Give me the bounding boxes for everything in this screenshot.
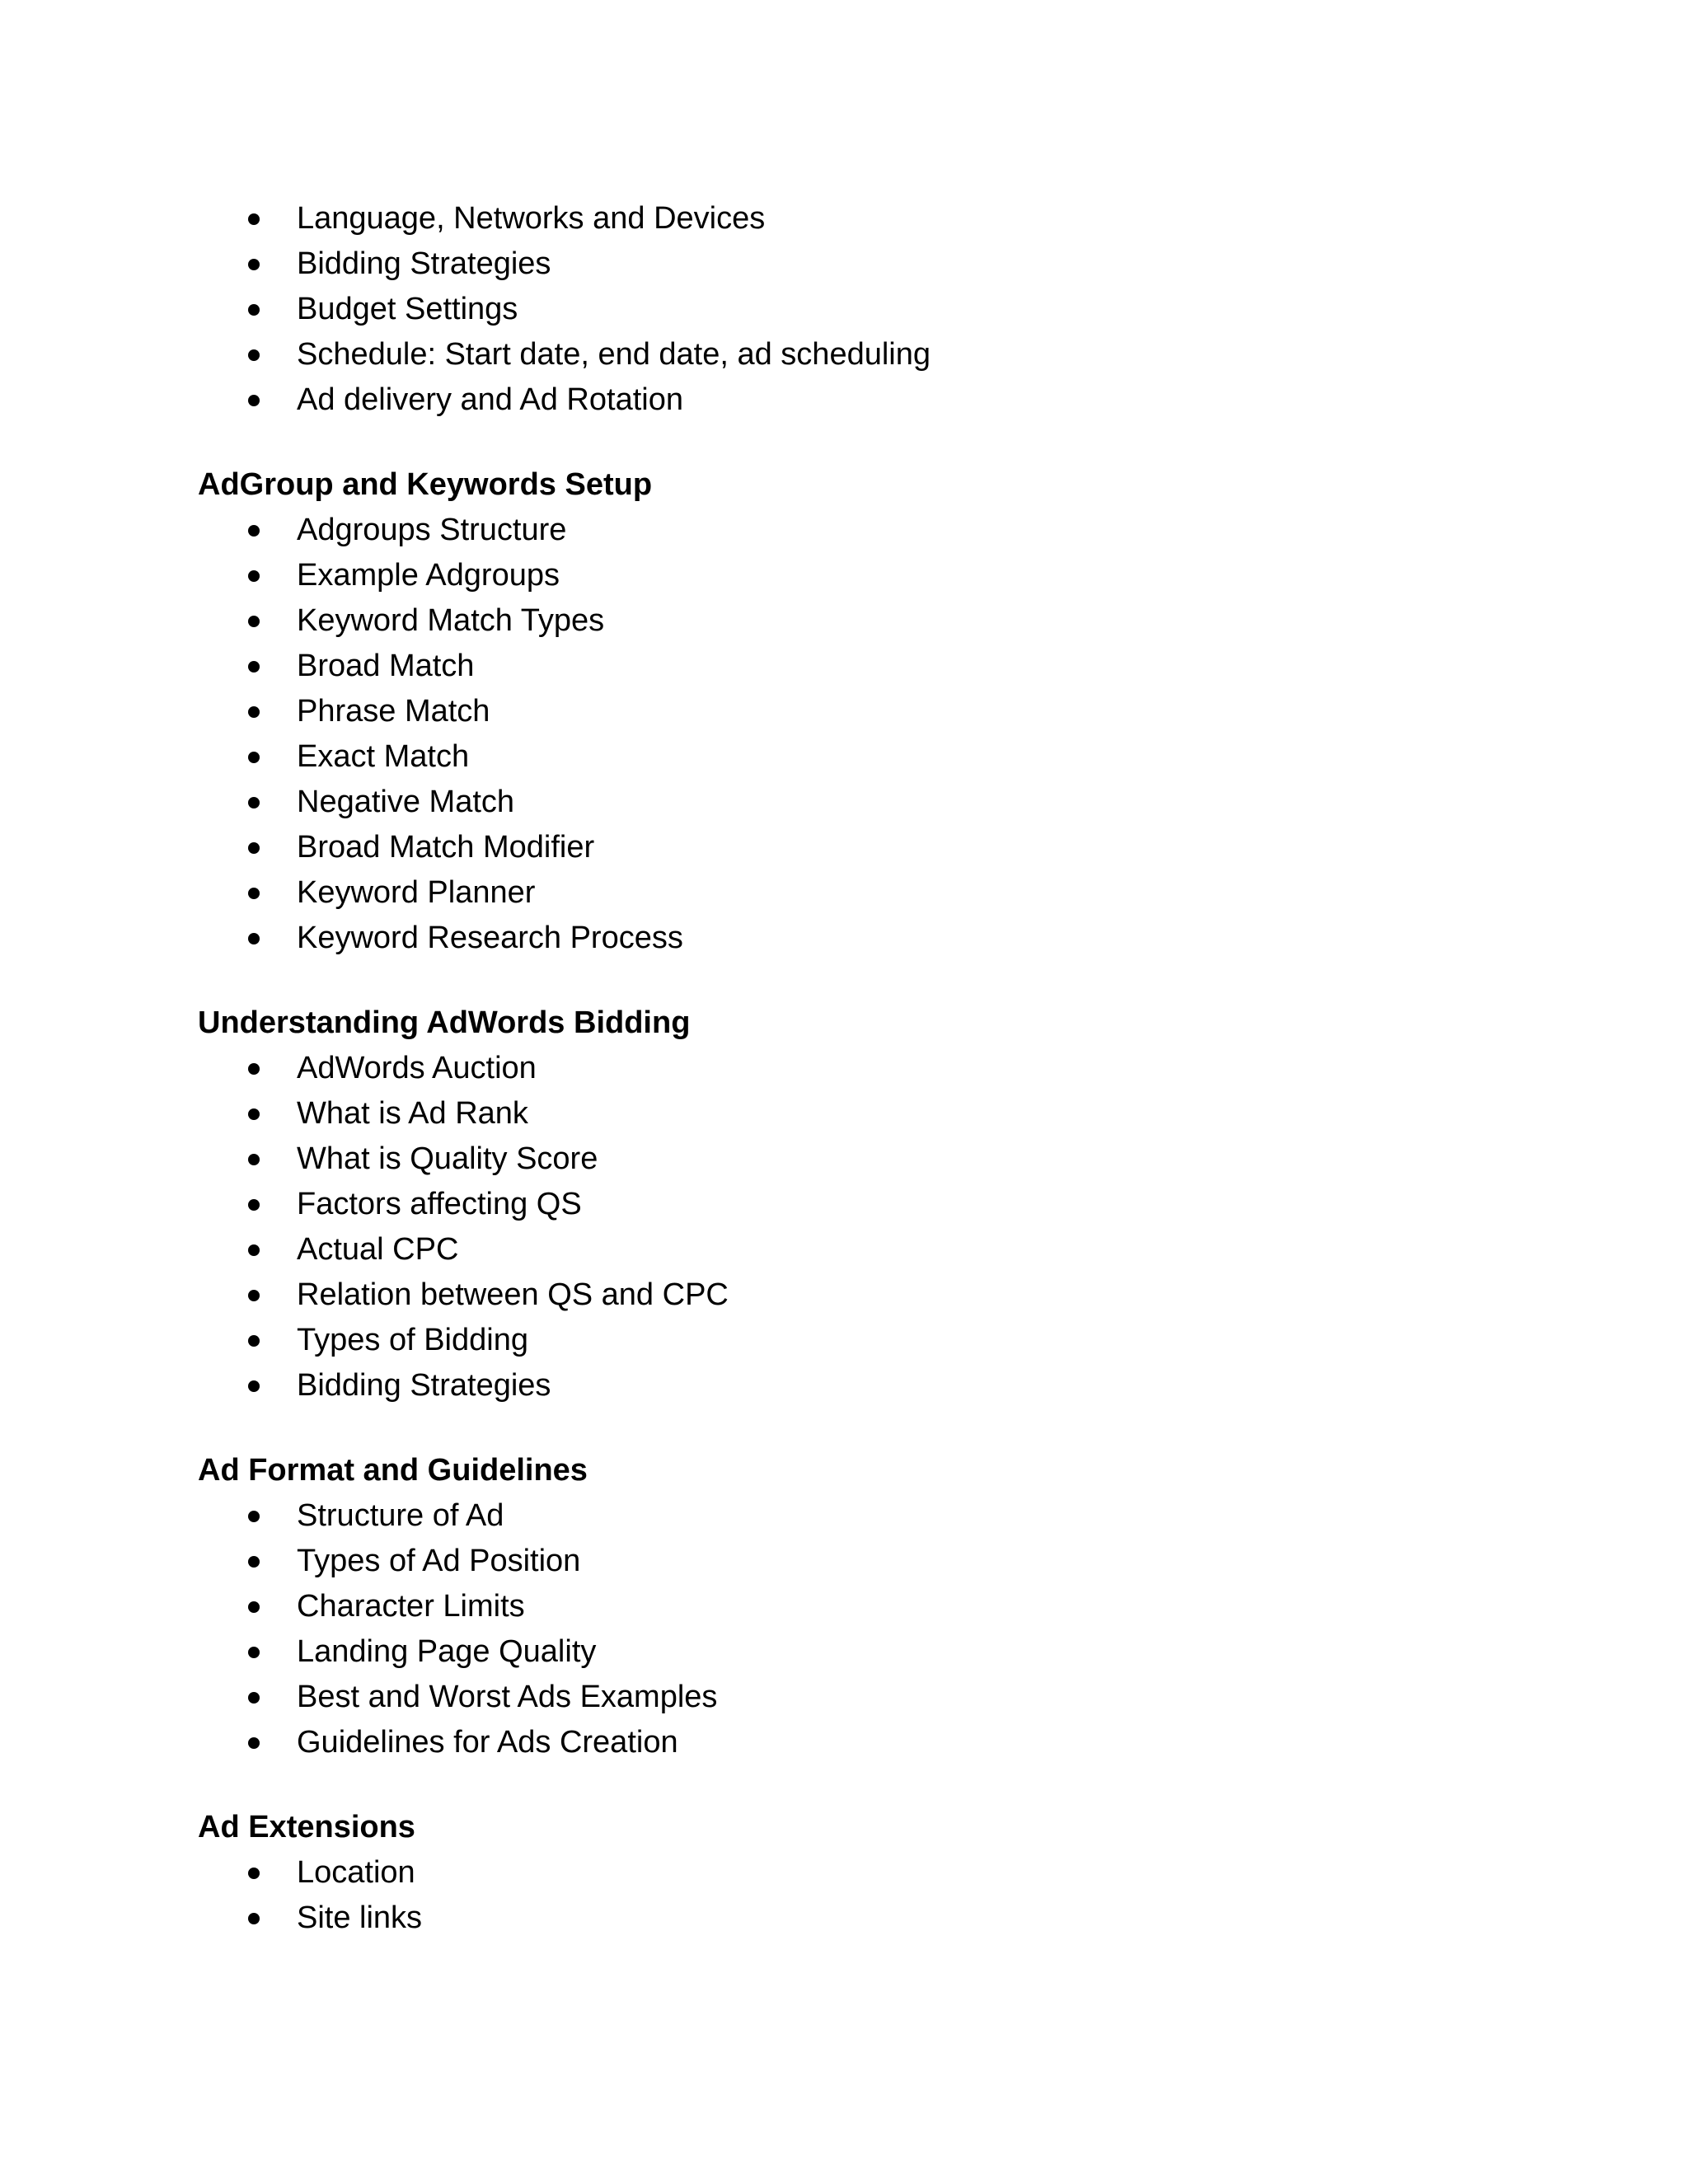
bullet-icon: [248, 842, 260, 854]
bullet-icon: [248, 1737, 260, 1749]
outline-section: [198, 462, 1517, 961]
bullet-icon: [248, 1913, 260, 1924]
list-item-text: Best and Worst Ads Examples: [297, 1680, 718, 1714]
section-heading: Understanding AdWords Bidding: [198, 1005, 691, 1040]
bullet-icon: [248, 752, 260, 763]
list-item: [198, 870, 1517, 916]
section-heading: Ad Extensions: [198, 1810, 415, 1844]
bullet-icon: [248, 1335, 260, 1347]
list-item-text: Types of Bidding: [297, 1323, 528, 1357]
bullet-icon: [248, 1692, 260, 1704]
list-item: [198, 1046, 1517, 1091]
list-item: [198, 916, 1517, 961]
bullet-list: [198, 1850, 1517, 1941]
list-item: [198, 1629, 1517, 1675]
bullet-icon: [248, 797, 260, 808]
bullet-list: [198, 508, 1517, 961]
bullet-icon: [248, 1154, 260, 1165]
section-heading: AdGroup and Keywords Setup: [198, 467, 653, 502]
bullet-icon: [248, 1108, 260, 1120]
list-item: [198, 241, 1517, 287]
list-item: [198, 1272, 1517, 1318]
list-item-text: Broad Match Modifier: [297, 830, 595, 865]
list-item-text: What is Quality Score: [297, 1141, 598, 1176]
list-item-text: Phrase Match: [297, 694, 490, 729]
list-item-text: Broad Match: [297, 649, 475, 683]
list-item-text: Guidelines for Ads Creation: [297, 1725, 678, 1760]
bullet-icon: [248, 349, 260, 361]
list-item: [198, 1539, 1517, 1584]
list-item: [198, 1182, 1517, 1227]
outline-section: [198, 1001, 1517, 1408]
list-item-text: Types of Ad Position: [297, 1544, 581, 1578]
bullet-icon: [248, 1647, 260, 1658]
bullet-icon: [248, 570, 260, 582]
list-item: [198, 1318, 1517, 1363]
outline-section: [198, 1448, 1517, 1765]
list-item: [198, 1363, 1517, 1408]
bullet-icon: [248, 1290, 260, 1301]
list-item: [198, 644, 1517, 689]
list-item: [198, 553, 1517, 598]
list-item: [198, 825, 1517, 870]
list-item: [198, 1227, 1517, 1272]
bullet-icon: [248, 213, 260, 225]
document-content: [198, 196, 1517, 1980]
outline-section: [198, 196, 1517, 423]
bullet-icon: [248, 525, 260, 537]
list-item-text: Location: [297, 1855, 415, 1890]
list-item: [198, 598, 1517, 644]
bullet-icon: [248, 888, 260, 899]
list-item: [198, 1720, 1517, 1765]
bullet-icon: [248, 933, 260, 944]
list-item: [198, 780, 1517, 825]
list-item-text: Budget Settings: [297, 292, 518, 326]
list-item-text: Factors affecting QS: [297, 1187, 582, 1221]
bullet-icon: [248, 1244, 260, 1256]
bullet-icon: [248, 706, 260, 718]
list-item-text: Relation between QS and CPC: [297, 1277, 729, 1312]
list-item-text: Structure of Ad: [297, 1498, 504, 1533]
list-item-text: Bidding Strategies: [297, 246, 551, 281]
bullet-list: [198, 1493, 1517, 1765]
bullet-icon: [248, 304, 260, 316]
section-heading: Ad Format and Guidelines: [198, 1453, 588, 1488]
list-item-text: Site links: [297, 1900, 423, 1935]
list-item: [198, 287, 1517, 332]
bullet-icon: [248, 1601, 260, 1613]
list-item: [198, 734, 1517, 780]
list-item-text: Actual CPC: [297, 1232, 459, 1267]
list-item: [198, 508, 1517, 553]
list-item-text: Keyword Planner: [297, 875, 536, 910]
list-item-text: Negative Match: [297, 785, 515, 819]
bullet-list: [198, 1046, 1517, 1408]
list-item-text: Example Adgroups: [297, 558, 560, 593]
list-item-text: Language, Networks and Devices: [297, 201, 766, 236]
list-item-text: Ad delivery and Ad Rotation: [297, 382, 683, 417]
bullet-icon: [248, 616, 260, 627]
bullet-icon: [248, 259, 260, 270]
list-item-text: AdWords Auction: [297, 1051, 537, 1085]
list-item: [198, 377, 1517, 423]
list-item: [198, 689, 1517, 734]
list-item: [198, 1850, 1517, 1896]
list-item: [198, 1091, 1517, 1137]
bullet-icon: [248, 1380, 260, 1392]
list-item: [198, 1137, 1517, 1182]
bullet-list: [198, 196, 1517, 423]
list-item: [198, 1493, 1517, 1539]
list-item: [198, 1584, 1517, 1629]
list-item-text: Schedule: Start date, end date, ad scheduling: [297, 337, 931, 372]
list-item: [198, 1896, 1517, 1941]
bullet-icon: [248, 1868, 260, 1879]
bullet-icon: [248, 661, 260, 673]
list-item-text: Keyword Match Types: [297, 603, 605, 638]
list-item-text: Bidding Strategies: [297, 1368, 551, 1403]
list-item-text: Keyword Research Process: [297, 921, 683, 955]
list-item: [198, 196, 1517, 241]
list-item-text: What is Ad Rank: [297, 1096, 528, 1131]
list-item-text: Landing Page Quality: [297, 1634, 597, 1669]
bullet-icon: [248, 1556, 260, 1568]
bullet-icon: [248, 395, 260, 406]
list-item-text: Adgroups Structure: [297, 513, 567, 547]
outline-section: [198, 1805, 1517, 1941]
list-item: [198, 332, 1517, 377]
list-item-text: Character Limits: [297, 1589, 525, 1624]
list-item-text: Exact Match: [297, 739, 470, 774]
bullet-icon: [248, 1199, 260, 1211]
bullet-icon: [248, 1063, 260, 1075]
bullet-icon: [248, 1511, 260, 1522]
list-item: [198, 1675, 1517, 1720]
